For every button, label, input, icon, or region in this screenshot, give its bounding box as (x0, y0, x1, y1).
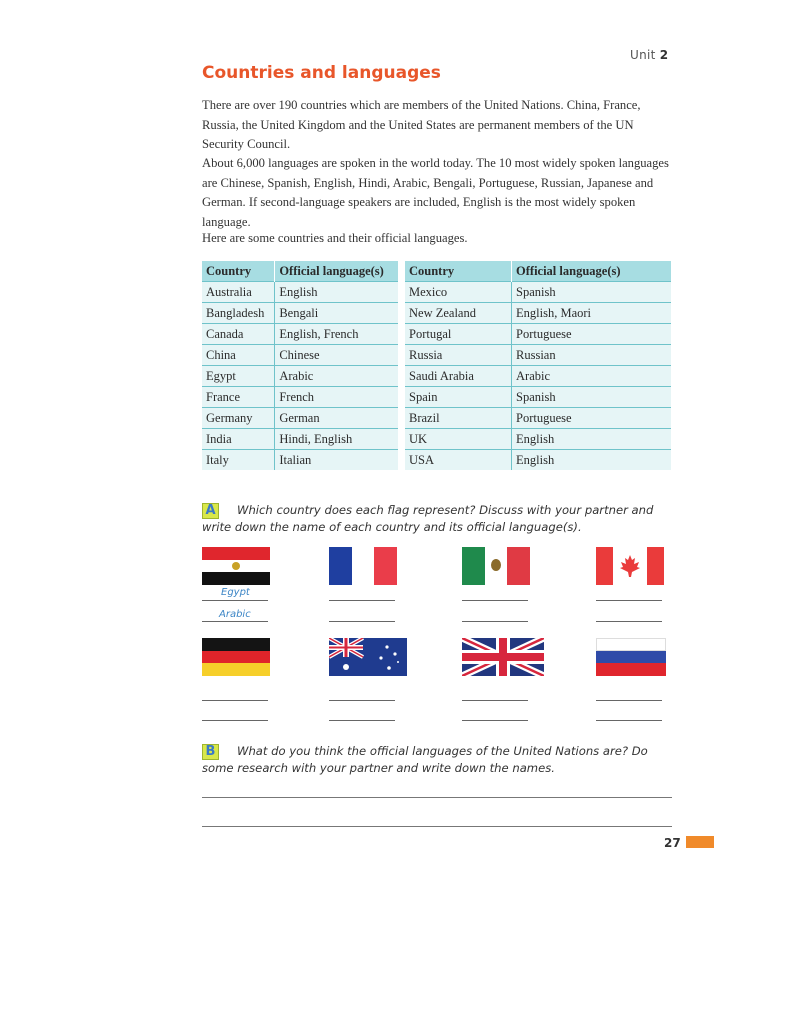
answer-line[interactable] (202, 720, 268, 721)
language-cell: German (275, 408, 398, 429)
uk-flag (462, 638, 544, 676)
task-b-text: What do you think the official languages of the United Nations are? Do some research with your partner and write down the names. (202, 744, 648, 775)
table-row (405, 303, 671, 324)
page-title: Countries and languages (202, 63, 441, 83)
table-row (405, 450, 671, 471)
language-cell: French (275, 387, 398, 408)
australia-flag (329, 638, 407, 676)
country-cell: Saudi Arabia (405, 366, 512, 387)
germany-flag (202, 638, 270, 676)
answer-line[interactable] (596, 621, 662, 622)
table-row (202, 387, 398, 408)
table-row (405, 282, 671, 303)
table-row (405, 387, 671, 408)
language-cell: Russian (512, 345, 671, 366)
country-cell: Russia (405, 345, 512, 366)
answer-line[interactable] (329, 700, 395, 701)
language-cell: Portuguese (512, 408, 671, 429)
answer-line[interactable] (202, 621, 268, 622)
language-cell: English (512, 450, 671, 471)
language-cell: Spanish (512, 282, 671, 303)
france-flag (329, 547, 397, 585)
task-a-badge: A (202, 503, 219, 519)
intro-paragraph: There are over 190 countries which are members of the United Nations. China, France, Russia, the United Kingdom and the United States are permanent members of the UN Security Council. (202, 98, 641, 151)
answer-line[interactable] (596, 600, 662, 601)
country-cell: New Zealand (405, 303, 512, 324)
language-cell: English (275, 282, 398, 303)
country-cell: Brazil (405, 408, 512, 429)
answer-line[interactable] (329, 600, 395, 601)
country-cell: USA (405, 450, 512, 471)
country-cell: Portugal (405, 324, 512, 345)
answer-line[interactable] (202, 700, 268, 701)
egypt-flag (202, 547, 270, 585)
country-cell: France (202, 387, 275, 408)
task-b (202, 743, 674, 777)
language-cell: Hindi, English (275, 429, 398, 450)
table-row (202, 324, 398, 345)
unit-number: 2 (659, 48, 669, 62)
country-cell: China (202, 345, 275, 366)
language-cell: English (512, 429, 671, 450)
table-row (405, 429, 671, 450)
header-language: Official language(s) (275, 261, 398, 282)
mexico-flag (462, 547, 530, 585)
task-a (202, 502, 674, 536)
country-cell: Spain (405, 387, 512, 408)
example-language-answer: Arabic (219, 609, 251, 620)
country-cell: Bangladesh (202, 303, 275, 324)
task-a-text: Which country does each flag represent? Discuss with your partner and write down the name of each country and its official language(s). (202, 503, 654, 534)
language-cell: Portuguese (512, 324, 671, 345)
answer-line[interactable] (462, 621, 528, 622)
answer-line[interactable] (462, 720, 528, 721)
language-table-right (405, 261, 671, 470)
table-row (202, 303, 398, 324)
example-country-answer: Egypt (221, 587, 250, 598)
table-row (202, 408, 398, 429)
language-cell: Italian (275, 450, 398, 471)
table-row (405, 324, 671, 345)
table-row (405, 345, 671, 366)
table-row (202, 282, 398, 303)
country-cell: Italy (202, 450, 275, 471)
task-b-badge: B (202, 744, 219, 760)
language-cell: Chinese (275, 345, 398, 366)
country-cell: Egypt (202, 366, 275, 387)
russia-flag (596, 638, 666, 676)
canada-flag (596, 547, 664, 585)
unit-label (630, 48, 668, 62)
language-cell: Bengali (275, 303, 398, 324)
writing-line[interactable] (202, 826, 672, 827)
country-cell: Australia (202, 282, 275, 303)
answer-line[interactable] (462, 700, 528, 701)
language-cell: English, Maori (512, 303, 671, 324)
table-intro: Here are some countries and their official languages. (202, 231, 468, 245)
writing-line[interactable] (202, 797, 672, 798)
language-table-left (202, 261, 398, 470)
language-cell: English, French (275, 324, 398, 345)
answer-line[interactable] (202, 600, 268, 601)
header-country: Country (202, 261, 275, 282)
table-row (202, 366, 398, 387)
page-accent-bar (686, 836, 714, 848)
language-cell: Arabic (275, 366, 398, 387)
country-cell: Germany (202, 408, 275, 429)
table-row (202, 429, 398, 450)
country-cell: Mexico (405, 282, 512, 303)
table-row (405, 366, 671, 387)
header-country: Country (405, 261, 512, 282)
language-cell: Arabic (512, 366, 671, 387)
table-row (405, 408, 671, 429)
country-cell: Canada (202, 324, 275, 345)
country-cell: UK (405, 429, 512, 450)
country-cell: India (202, 429, 275, 450)
languages-paragraph: About 6,000 languages are spoken in the world today. The 10 most widely spoken languages are Chinese, Spanish, English, Hindi, Arabic, Bengali, Portuguese, Russian, Japanese and German. If second-language speakers are included, English is the most widely spoken language. (202, 156, 669, 229)
table-row (202, 450, 398, 471)
header-language: Official language(s) (512, 261, 671, 282)
answer-line[interactable] (462, 600, 528, 601)
language-cell: Spanish (512, 387, 671, 408)
page-number: 27 (664, 836, 681, 850)
table-row (202, 345, 398, 366)
answer-line[interactable] (329, 720, 395, 721)
answer-line[interactable] (596, 720, 662, 721)
answer-line[interactable] (596, 700, 662, 701)
answer-line[interactable] (329, 621, 395, 622)
unit-text: Unit (630, 48, 656, 62)
